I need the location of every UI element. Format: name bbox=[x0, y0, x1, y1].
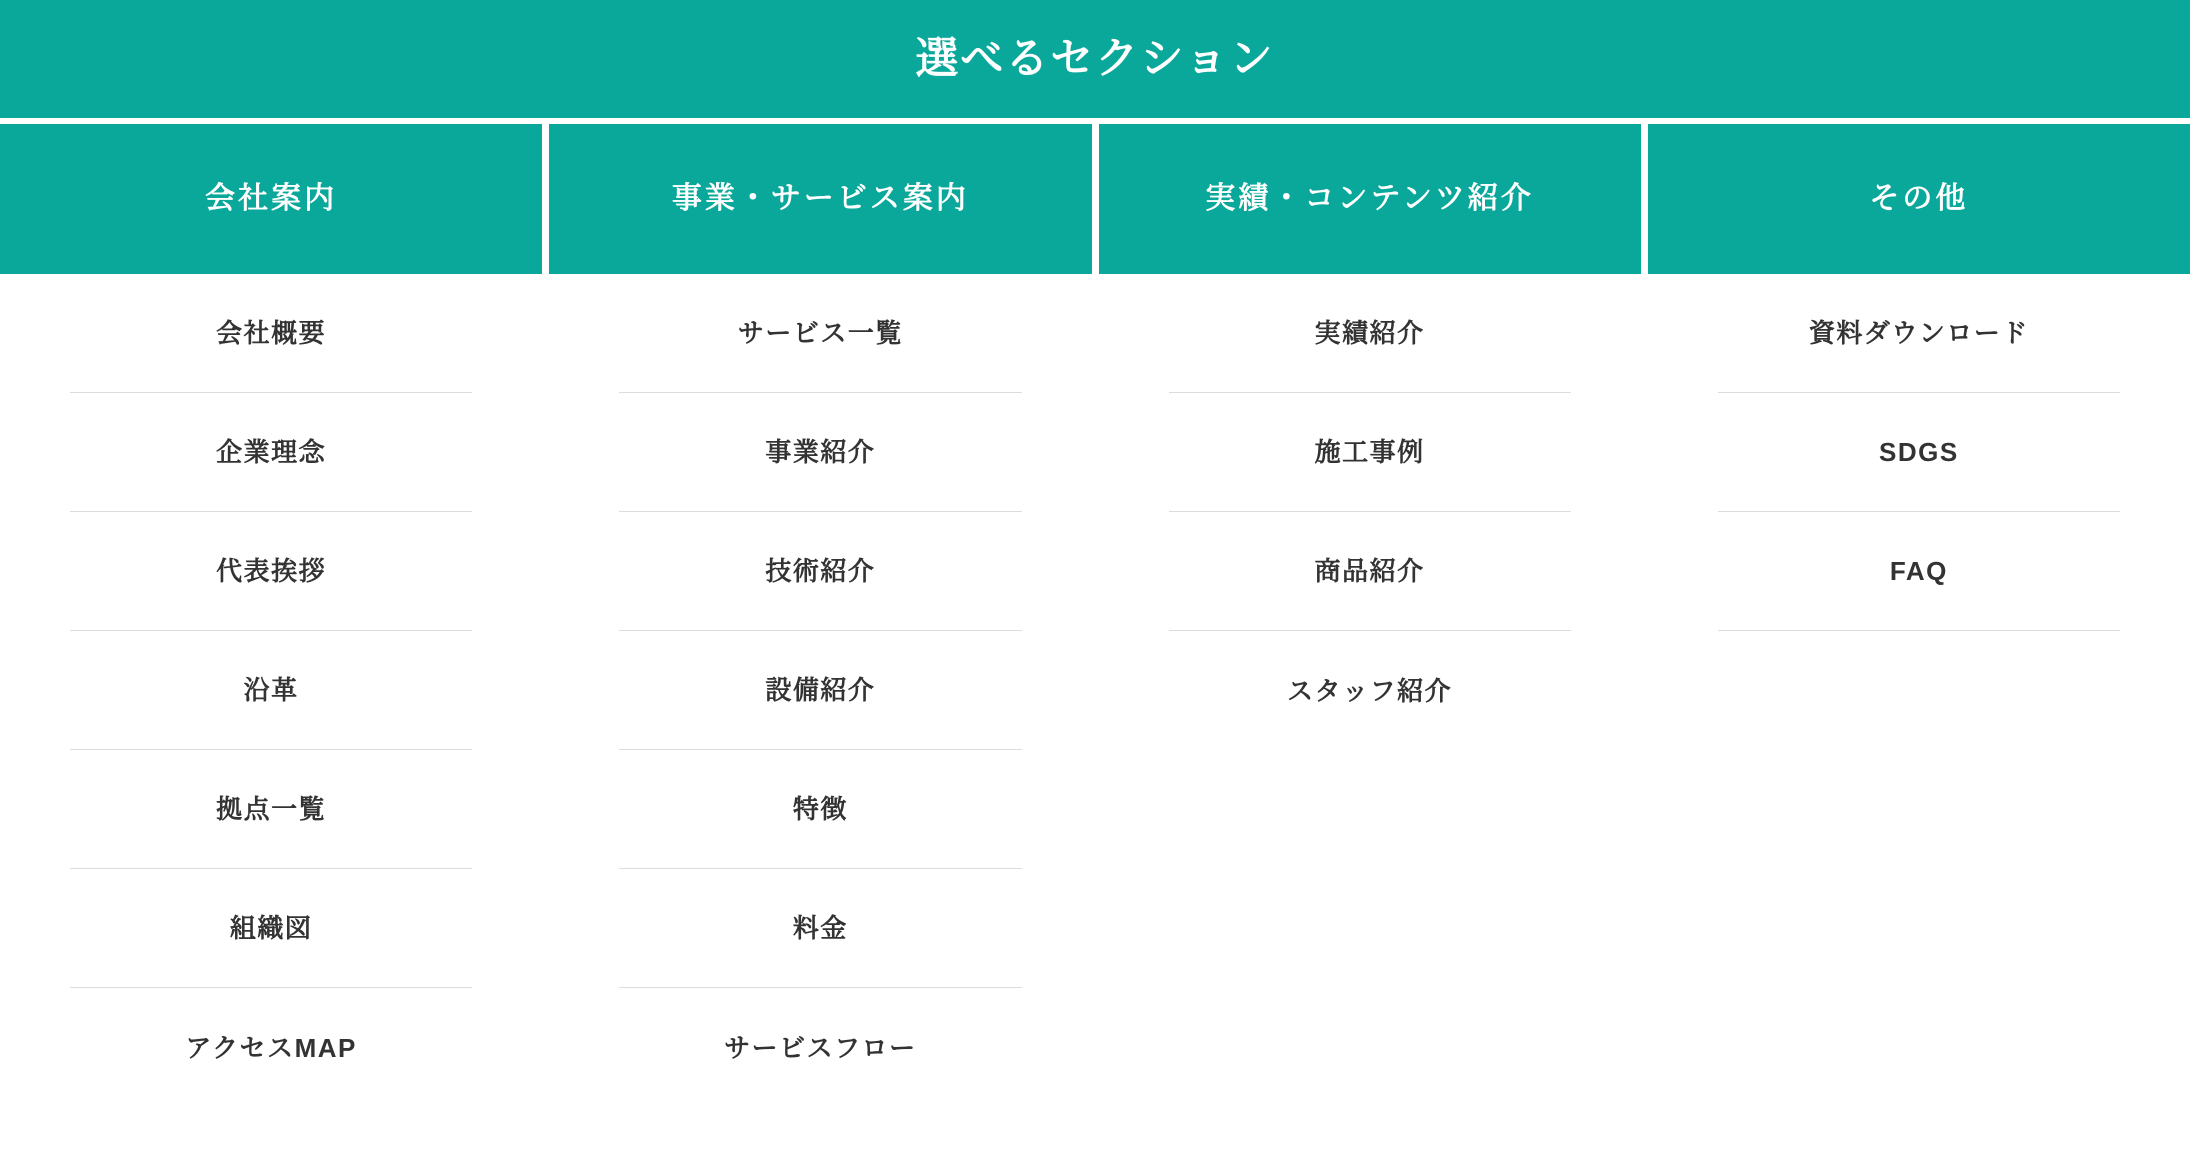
list-item[interactable] bbox=[619, 393, 1021, 512]
column-body-business-services bbox=[549, 274, 1091, 1175]
column-company-info bbox=[0, 124, 542, 1175]
column-body-company-info bbox=[0, 274, 542, 1175]
list-item-label: 組織図 bbox=[229, 913, 313, 943]
list-item-label: サービス一覧 bbox=[737, 318, 903, 348]
list-item-label: 事業紹介 bbox=[765, 437, 876, 467]
list-item-label: 資料ダウンロード bbox=[1808, 318, 2029, 348]
list-item[interactable] bbox=[70, 631, 472, 750]
page-title-bar bbox=[0, 0, 2190, 118]
list-item-label: FAQ bbox=[1889, 556, 1948, 586]
list-item[interactable] bbox=[1169, 274, 1571, 393]
list-item[interactable] bbox=[70, 988, 472, 1107]
list-item-label: アクセスMAP bbox=[185, 1032, 357, 1063]
list-item[interactable] bbox=[1169, 393, 1571, 512]
list-item-label: 沿革 bbox=[243, 675, 299, 705]
list-item[interactable] bbox=[70, 750, 472, 869]
list-item[interactable] bbox=[1169, 631, 1571, 750]
list-item-label: SDGS bbox=[1879, 437, 1959, 467]
list-item[interactable] bbox=[1169, 512, 1571, 631]
list-item-label: 拠点一覧 bbox=[216, 794, 327, 824]
list-item-label: サービスフロー bbox=[724, 1032, 917, 1063]
list-item[interactable] bbox=[619, 750, 1021, 869]
column-heading-label: 会社案内 bbox=[205, 182, 338, 215]
list-item-label: 施工事例 bbox=[1314, 437, 1425, 467]
list-item[interactable] bbox=[70, 869, 472, 988]
list-item[interactable] bbox=[1718, 393, 2120, 512]
list-item[interactable] bbox=[619, 631, 1021, 750]
list-item-label: 企業理念 bbox=[216, 437, 327, 467]
list-item-label: 会社概要 bbox=[216, 318, 327, 348]
list-item-label: 代表挨拶 bbox=[216, 556, 327, 586]
page-title: 選べるセクション bbox=[915, 34, 1275, 83]
column-heading-label: その他 bbox=[1869, 182, 1969, 215]
column-works-contents bbox=[1092, 124, 1641, 1175]
list-item[interactable] bbox=[70, 393, 472, 512]
list-item-label: 商品紹介 bbox=[1314, 556, 1425, 586]
list-item[interactable] bbox=[619, 512, 1021, 631]
column-business-services bbox=[542, 124, 1091, 1175]
list-item[interactable] bbox=[70, 274, 472, 393]
list-item-label: 技術紹介 bbox=[765, 556, 876, 586]
list-item[interactable] bbox=[1718, 512, 2120, 631]
column-other bbox=[1641, 124, 2190, 1175]
list-item[interactable] bbox=[70, 512, 472, 631]
list-item-label: 特徴 bbox=[792, 794, 848, 824]
column-body-other bbox=[1648, 274, 2190, 1175]
column-heading-label: 実績・コンテンツ紹介 bbox=[1205, 182, 1534, 215]
list-item[interactable] bbox=[1718, 274, 2120, 393]
column-header-company-info bbox=[0, 124, 542, 274]
list-item-label: 料金 bbox=[792, 913, 848, 943]
column-header-business-services bbox=[549, 124, 1091, 274]
section-columns bbox=[0, 124, 2190, 1175]
column-heading-label: 事業・サービス案内 bbox=[671, 182, 969, 215]
column-header-other bbox=[1648, 124, 2190, 274]
list-item[interactable] bbox=[619, 274, 1021, 393]
list-item[interactable] bbox=[619, 869, 1021, 988]
list-item[interactable] bbox=[619, 988, 1021, 1107]
list-item-label: 実績紹介 bbox=[1314, 318, 1425, 348]
list-item-label: スタッフ紹介 bbox=[1287, 675, 1453, 706]
list-item-label: 設備紹介 bbox=[765, 675, 876, 705]
column-body-works-contents bbox=[1099, 274, 1641, 1175]
column-header-works-contents bbox=[1099, 124, 1641, 274]
